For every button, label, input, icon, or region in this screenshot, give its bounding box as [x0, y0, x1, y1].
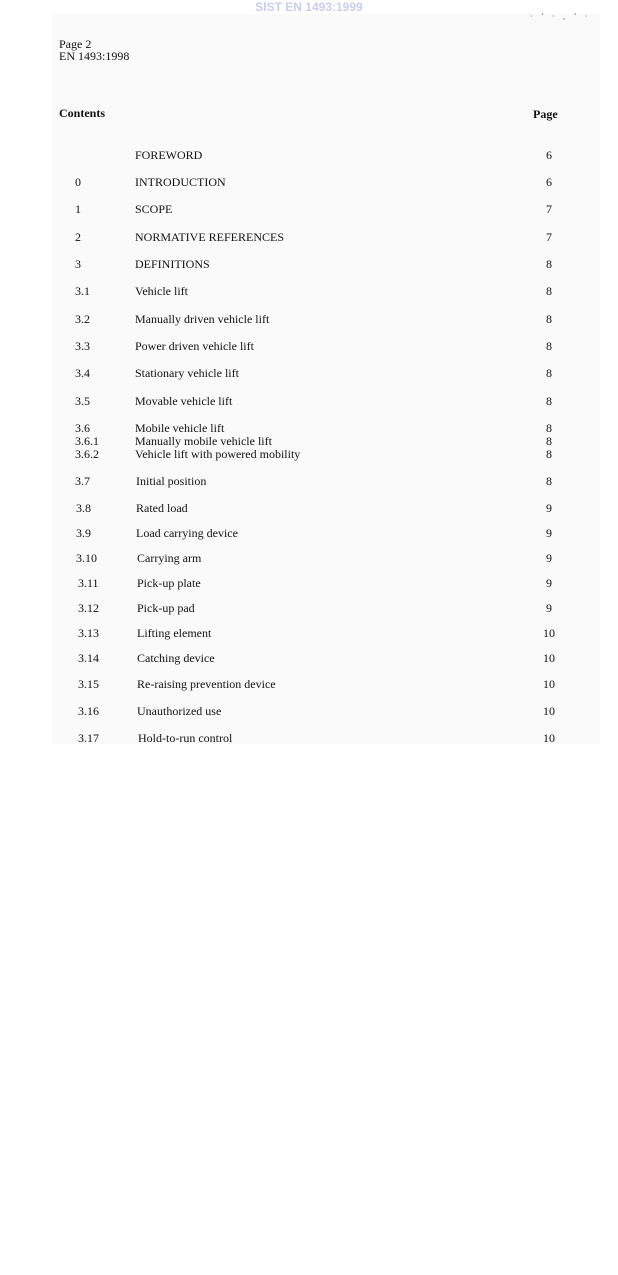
toc-entry-title: Mobile vehicle lift [135, 421, 225, 435]
scan-specks-decoration: · ' · , ' · [530, 12, 591, 21]
toc-entry-page: 8 [546, 394, 552, 408]
toc-entry-number: 3.9 [76, 526, 91, 540]
toc-entry-page: 8 [546, 257, 552, 271]
toc-entry-number: 3.7 [75, 474, 90, 488]
toc-entry-page: 9 [546, 576, 552, 590]
toc-entry-number: 3.4 [75, 366, 90, 380]
toc-entry-title: Catching device [137, 651, 215, 665]
toc-entry-title: INTRODUCTION [135, 175, 226, 189]
toc-entry-number: 3.15 [78, 677, 99, 691]
toc-entry-title: Initial position [136, 474, 207, 488]
toc-entry-page: 9 [546, 601, 552, 615]
toc-entry-page: 8 [546, 434, 552, 448]
toc-entry-number: 3.13 [78, 626, 99, 640]
toc-entry-title: Pick-up plate [137, 576, 201, 590]
watermark: SIST EN 1493:1999 [255, 0, 363, 14]
toc-entry-page: 8 [546, 474, 552, 488]
toc-entry-title: Vehicle lift [135, 284, 188, 298]
toc-entry-number: 3.17 [78, 731, 99, 745]
toc-entry-number: 3.1 [75, 284, 90, 298]
toc-entry-number: 2 [75, 230, 81, 244]
toc-entry-title: Stationary vehicle lift [135, 366, 239, 380]
toc-entry-number: 3.11 [78, 576, 99, 590]
toc-entry-number: 3.14 [78, 651, 99, 665]
toc-entry-page: 10 [543, 626, 555, 640]
toc-entry-number: 0 [75, 175, 81, 189]
toc-entry-page: 10 [543, 704, 555, 718]
toc-entry-number: 3 [75, 257, 81, 271]
toc-entry-number: 1 [75, 202, 81, 216]
toc-entry-page: 8 [546, 312, 552, 326]
toc-entry-page: 10 [543, 651, 555, 665]
toc-entry-title: Re-raising prevention device [137, 677, 276, 691]
toc-entry-number: 3.10 [76, 551, 97, 565]
toc-entry-title: NORMATIVE REFERENCES [135, 230, 285, 244]
toc-entry-page: 8 [546, 421, 552, 435]
toc-entry-title: Hold-to-run control [138, 731, 233, 745]
toc-entry-title: Rated load [136, 501, 188, 515]
toc-entry-number: 3.12 [78, 601, 99, 615]
standard-number: EN 1493:1998 [59, 49, 130, 63]
toc-entry-number: 3.6.2 [75, 447, 99, 461]
page-header [59, 38, 129, 62]
toc-entry-page: 8 [546, 447, 552, 461]
toc-entry-title: Manually driven vehicle lift [135, 312, 270, 326]
toc-entry-page: 8 [546, 366, 552, 380]
toc-entry-title: FOREWORD [135, 148, 203, 162]
toc-entry-number: 3.2 [75, 312, 90, 326]
toc-entry-title: SCOPE [135, 202, 173, 216]
toc-entry-title: Load carrying device [136, 526, 238, 540]
toc-entry-number: 3.8 [76, 501, 91, 515]
toc-entry-number: 3.16 [78, 704, 99, 718]
toc-entry-title: Vehicle lift with powered mobility [135, 447, 301, 461]
toc-entry-page: 6 [546, 175, 552, 189]
toc-entry-title: Manually mobile vehicle lift [135, 434, 272, 448]
page-column-heading: Page [533, 107, 558, 121]
toc-entry-page: 7 [546, 202, 552, 216]
toc-entry-page: 10 [543, 677, 555, 691]
toc-entry-title: Unauthorized use [137, 704, 222, 718]
toc-entry-number: 3.5 [75, 394, 90, 408]
toc-entry-page: 10 [543, 731, 555, 745]
toc-entry-page: 7 [546, 230, 552, 244]
toc-entry-number: 3.3 [75, 339, 90, 353]
toc-entry-page: 8 [546, 339, 552, 353]
page-number-label: Page 2 [59, 37, 92, 51]
toc-entry-number: 3.6 [75, 421, 90, 435]
toc-entry-title: Power driven vehicle lift [135, 339, 254, 353]
toc-entry-page: 6 [546, 148, 552, 162]
toc-entry-page: 9 [546, 551, 552, 565]
toc-entry-title: Movable vehicle lift [135, 394, 233, 408]
toc-entry-title: DEFINITIONS [135, 257, 210, 271]
toc-entry-number: 3.6.1 [75, 434, 99, 448]
toc-entry-page: 9 [546, 501, 552, 515]
toc-entry-title: Lifting element [137, 626, 212, 640]
toc-entry-page: 8 [546, 284, 552, 298]
contents-heading: Contents [59, 106, 106, 120]
toc-entry-page: 9 [546, 526, 552, 540]
toc-entry-title: Carrying arm [137, 551, 202, 565]
toc-entry-title: Pick-up pad [137, 601, 195, 615]
